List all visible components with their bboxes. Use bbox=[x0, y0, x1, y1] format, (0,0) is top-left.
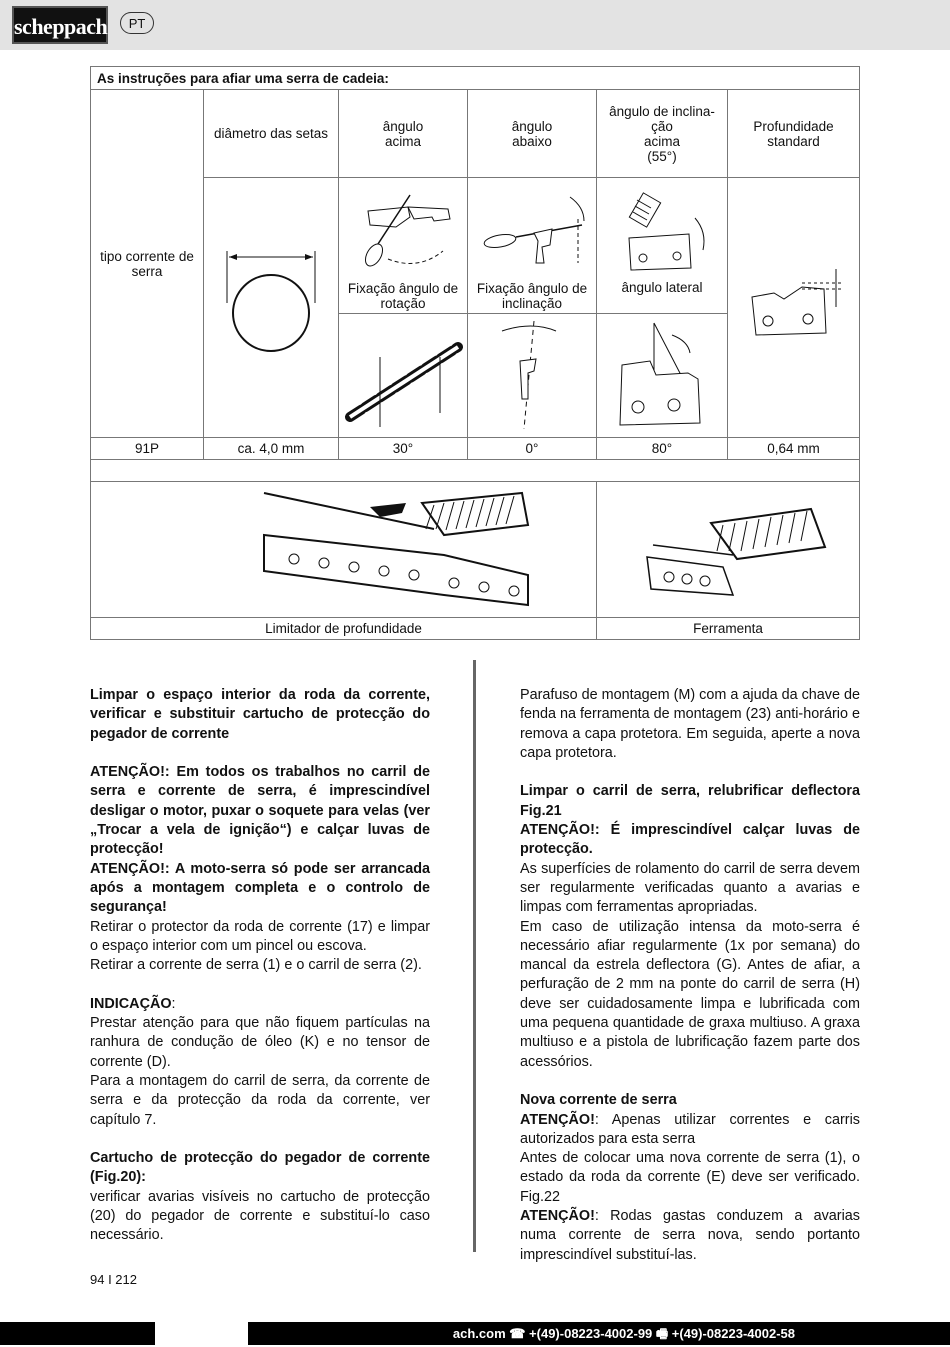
chain-rotation-icon bbox=[340, 317, 466, 435]
diameter-illustration bbox=[204, 178, 339, 438]
value-top-angle: 30° bbox=[339, 438, 468, 460]
note-heading: INDICAÇÃO: bbox=[90, 995, 176, 1012]
empty-row bbox=[91, 460, 860, 482]
value-chain-type: 91P bbox=[91, 438, 204, 460]
file-incline-icon bbox=[607, 188, 717, 278]
paragraph-mounting-screw: Parafuso de montagem (M) com a ajuda da chave de fenda na ferramenta de montagem (23) anti-horário e remova a capa protetora. Em seguida, aperte a nova capa protetora. bbox=[520, 687, 860, 761]
file-angle-bottom-icon bbox=[472, 189, 592, 279]
left-column bbox=[90, 686, 430, 1246]
label-incline-fix: Fixação ângulo de inclinação bbox=[476, 281, 588, 311]
caption-tool: Ferramenta bbox=[597, 618, 860, 640]
label-rotation-angle: Fixação ângulo de rotação bbox=[347, 281, 459, 311]
right-column bbox=[520, 686, 860, 1265]
paragraph-remove-protector: Retirar o protector da roda de corrente (17) e limpar o espaço interior com um pincel ou escova. bbox=[90, 918, 430, 954]
paragraph-sprocket-lubrication: Em caso de utilização intensa da moto-serra é necessário afiar regularmente (1x por semana) do mancal da estrela deflectora (G). Antes de afiar, a perfuração de 2 mm na ponte do carril de serra (H) deve ser cuidadosamente limpa e lubrificada com uma pequena quantidade de graxa multiuso. A graxa multiuso e a pistola de lubrificação fazem parte dos acessórios. bbox=[520, 918, 860, 1070]
value-diameter: ca. 4,0 mm bbox=[204, 438, 339, 460]
column-divider bbox=[473, 660, 476, 1252]
warning-gloves: ATENÇÃO!: É imprescindível calçar luvas de protecção. bbox=[520, 822, 860, 858]
header-incline-angle: ângulo de inclina- ção acima (55°) bbox=[597, 90, 728, 178]
depth-gauge-icon bbox=[744, 263, 844, 353]
header-diameter: diâmetro das setas bbox=[204, 90, 339, 178]
paragraph-check-catcher: verificar avarias visíveis no cartucho de protecção (20) do pegador de corrente e substituí-lo caso necessário. bbox=[90, 1188, 430, 1244]
warning-2: ATENÇÃO!: A moto-serra só pode ser arrancada após a montagem completa e o controlo de segurança! bbox=[90, 860, 430, 916]
depth-limiter-illustration bbox=[91, 482, 597, 618]
incline-angle-cell bbox=[597, 178, 728, 314]
footer-contact: ach.com ☎ +(49)-08223-4002-99 🖷 +(49)-08223-4002-58 bbox=[452, 1326, 795, 1341]
bottom-angle-cell bbox=[468, 178, 597, 314]
scheppach-logo: scheppach bbox=[12, 6, 108, 44]
value-incline-angle: 80° bbox=[597, 438, 728, 460]
top-angle-cell bbox=[339, 178, 468, 314]
incline-chain-cell bbox=[468, 314, 597, 438]
chain-side-icon bbox=[602, 317, 722, 435]
paragraph-check-wheel: Antes de colocar uma nova corrente de serra (1), o estado da roda da corrente (E) deve ser verificado. Fig.22 bbox=[520, 1150, 860, 1205]
file-diameter-icon bbox=[221, 243, 321, 373]
rotation-chain-cell bbox=[339, 314, 468, 438]
heading-new-chain: Nova corrente de serra bbox=[520, 1092, 677, 1109]
language-badge: PT bbox=[120, 12, 154, 34]
value-bottom-angle: 0° bbox=[468, 438, 597, 460]
paragraph-assembly: Para a montagem do carril de serra, da corrente de serra e da protecção da roda da corrente, ver capítulo 7. bbox=[90, 1072, 430, 1128]
heading-clean-bar: Limpar o carril de serra, relubrificar deflectora Fig.21 bbox=[520, 783, 860, 819]
top-bar bbox=[0, 0, 950, 50]
chain-incline-icon bbox=[472, 317, 592, 435]
warning-worn-wheels: ATENÇÃO!: Rodas gastas conduzem a avarias numa corrente de serra nova, sendo portanto imprescindível substituí-las. bbox=[520, 1208, 860, 1263]
heading-clean-chain-wheel: Limpar o espaço interior da roda da corrente, verificar e substituir cartucho de protecção do pegador de corrente bbox=[90, 687, 430, 742]
sharpening-table bbox=[90, 66, 860, 640]
header-depth: Profundidade standard bbox=[728, 90, 860, 178]
header-angle-top: ângulo acima bbox=[339, 90, 468, 178]
table-title: As instruções para afiar uma serra de cadeia: bbox=[91, 67, 860, 90]
footer-bar bbox=[0, 1322, 950, 1345]
paragraph-bar-surfaces: As superfícies de rolamento do carril de serra devem ser regularmente verificadas quanto a avarias e limpas com ferramentas apropriadas. bbox=[520, 860, 860, 916]
warning-1: ATENÇÃO!: Em todos os trabalhos no carril de serra e corrente de serra, é imprescindível desligar o motor, puxar o soquete para velas (ver „Trocar a vela de ignição“) e calçar luvas de protecção! bbox=[90, 764, 430, 858]
paragraph-remove-chain: Retirar a corrente de serra (1) e o carril de serra (2). bbox=[90, 957, 422, 974]
page-number: 94 I 212 bbox=[90, 1272, 137, 1287]
header-angle-bottom: ângulo abaixo bbox=[468, 90, 597, 178]
side-angle-chain-cell bbox=[597, 314, 728, 438]
tool-illustration bbox=[597, 482, 860, 618]
caption-depth-limiter: Limitador de profundidade bbox=[91, 618, 597, 640]
row-label: tipo corrente de serra bbox=[91, 90, 204, 438]
file-angle-top-icon bbox=[348, 189, 458, 279]
paragraph-oil-groove: Prestar atenção para que não fiquem partículas na ranhura de condução de óleo (K) e no tensor de corrente (D). bbox=[90, 1015, 430, 1070]
tool-icon bbox=[613, 485, 843, 615]
depth-illustration bbox=[728, 178, 860, 438]
heading-chain-catcher: Cartucho de protecção do pegador de corrente (Fig.20): bbox=[90, 1150, 430, 1186]
warning-authorized-chains: ATENÇÃO!: Apenas utilizar correntes e carris autorizados para esta serra bbox=[520, 1111, 860, 1147]
depth-limiter-icon bbox=[144, 485, 544, 615]
label-side-angle: ângulo lateral bbox=[621, 280, 703, 295]
value-depth: 0,64 mm bbox=[728, 438, 860, 460]
